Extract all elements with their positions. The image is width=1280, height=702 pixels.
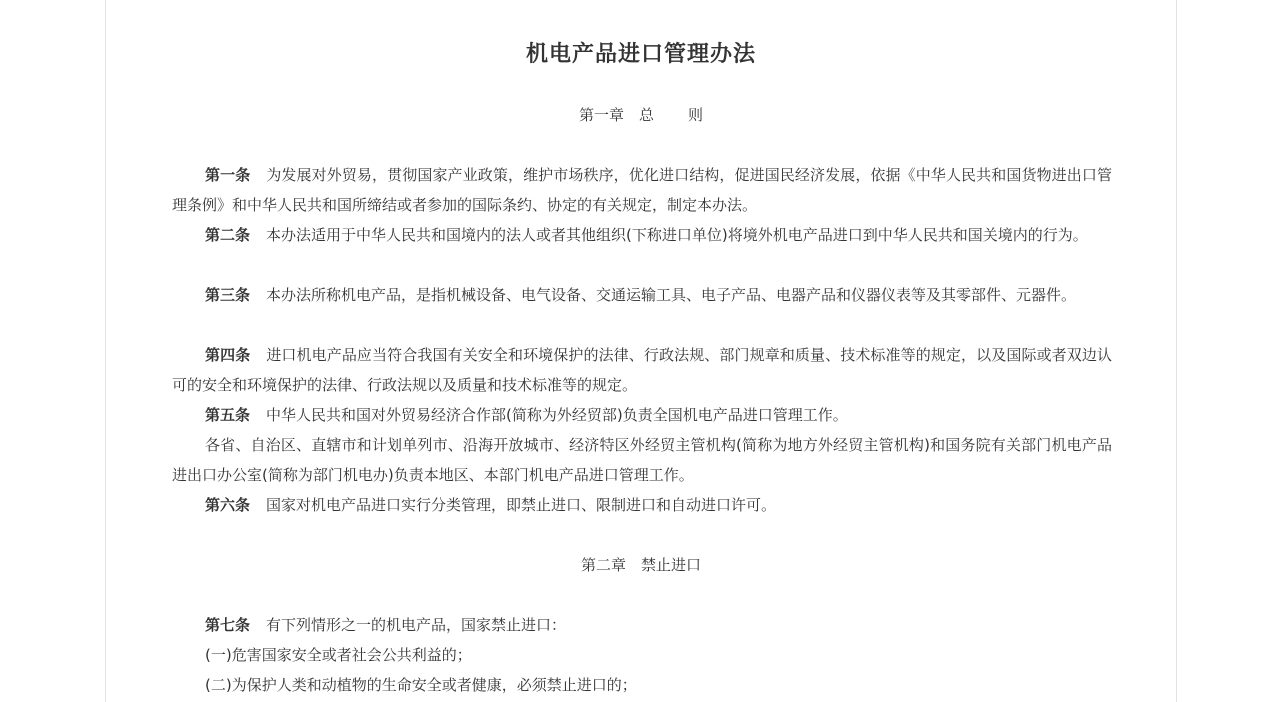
chapter-2-heading [106, 550, 1176, 580]
article-6 [172, 490, 1112, 520]
article-label: 第四条 [205, 346, 251, 364]
article-2 [172, 220, 1112, 250]
article-text: 本办法所称机电产品，是指机械设备、电气设备、交通运输工具、电子产品、电器产品和仪器仪表等及其零部件、元器件。 [266, 286, 1077, 304]
article-text: 为发展对外贸易，贯彻国家产业政策，维护市场秩序，优化进口结构，促进国民经济发展，依据《中华人民共和国货物进出口管理条例》和中华人民共和国所缔结或者参加的国际条约、协定的有关规定，制定本办法。 [172, 166, 1112, 214]
article-label: 第七条 [205, 616, 251, 634]
article-5-paragraph-2 [172, 430, 1112, 490]
chapter-2-name: 禁止进口 [641, 556, 702, 574]
chapter-1-word1: 总 [638, 106, 654, 124]
article-7-item-1 [172, 640, 1112, 670]
article-label: 第五条 [205, 406, 251, 424]
article-text: 各省、自治区、直辖市和计划单列市、沿海开放城市、经济特区外经贸主管机构(简称为地方外经贸主管机构)和国务院有关部门机电产品进出口办公室(简称为部门机电办)负责本地区、本部门机电产品进口管理工作。 [172, 436, 1112, 484]
article-label: 第一条 [205, 166, 251, 184]
article-3 [172, 280, 1112, 310]
article-label: 第三条 [205, 286, 251, 304]
chapter-2-prefix: 第二章 [580, 556, 626, 574]
document-title: 机电产品进口管理办法 [525, 42, 756, 67]
chapter-1-prefix: 第一章 [578, 106, 624, 124]
article-text: 国家对机电产品进口实行分类管理，即禁止进口、限制进口和自动进口许可。 [266, 496, 777, 514]
article-text: (二)为保护人类和动植物的生命安全或者健康，必须禁止进口的； [205, 676, 637, 694]
article-text: 本办法适用于中华人民共和国境内的法人或者其他组织(下称进口单位)将境外机电产品进口到中华人民共和国关境内的行为。 [266, 226, 1088, 244]
chapter-1-heading [106, 100, 1176, 130]
document-page [105, 0, 1177, 702]
article-4 [172, 340, 1112, 400]
article-label: 第六条 [205, 496, 251, 514]
article-7 [172, 610, 1112, 640]
article-text: 中华人民共和国对外贸易经济合作部(简称为外经贸部)负责全国机电产品进口管理工作。 [266, 406, 848, 424]
article-1 [172, 160, 1112, 220]
article-7-item-2 [172, 670, 1112, 700]
chapter-1-word2: 则 [688, 106, 704, 124]
article-text: (一)危害国家安全或者社会公共利益的； [205, 646, 472, 664]
article-text: 进口机电产品应当符合我国有关安全和环境保护的法律、行政法规、部门规章和质量、技术标准等的规定，以及国际或者双边认可的安全和环境保护的法律、行政法规以及质量和技术标准等的规定。 [172, 346, 1112, 394]
article-5 [172, 400, 1112, 430]
article-text: 有下列情形之一的机电产品，国家禁止进口： [266, 616, 567, 634]
article-label: 第二条 [205, 226, 251, 244]
